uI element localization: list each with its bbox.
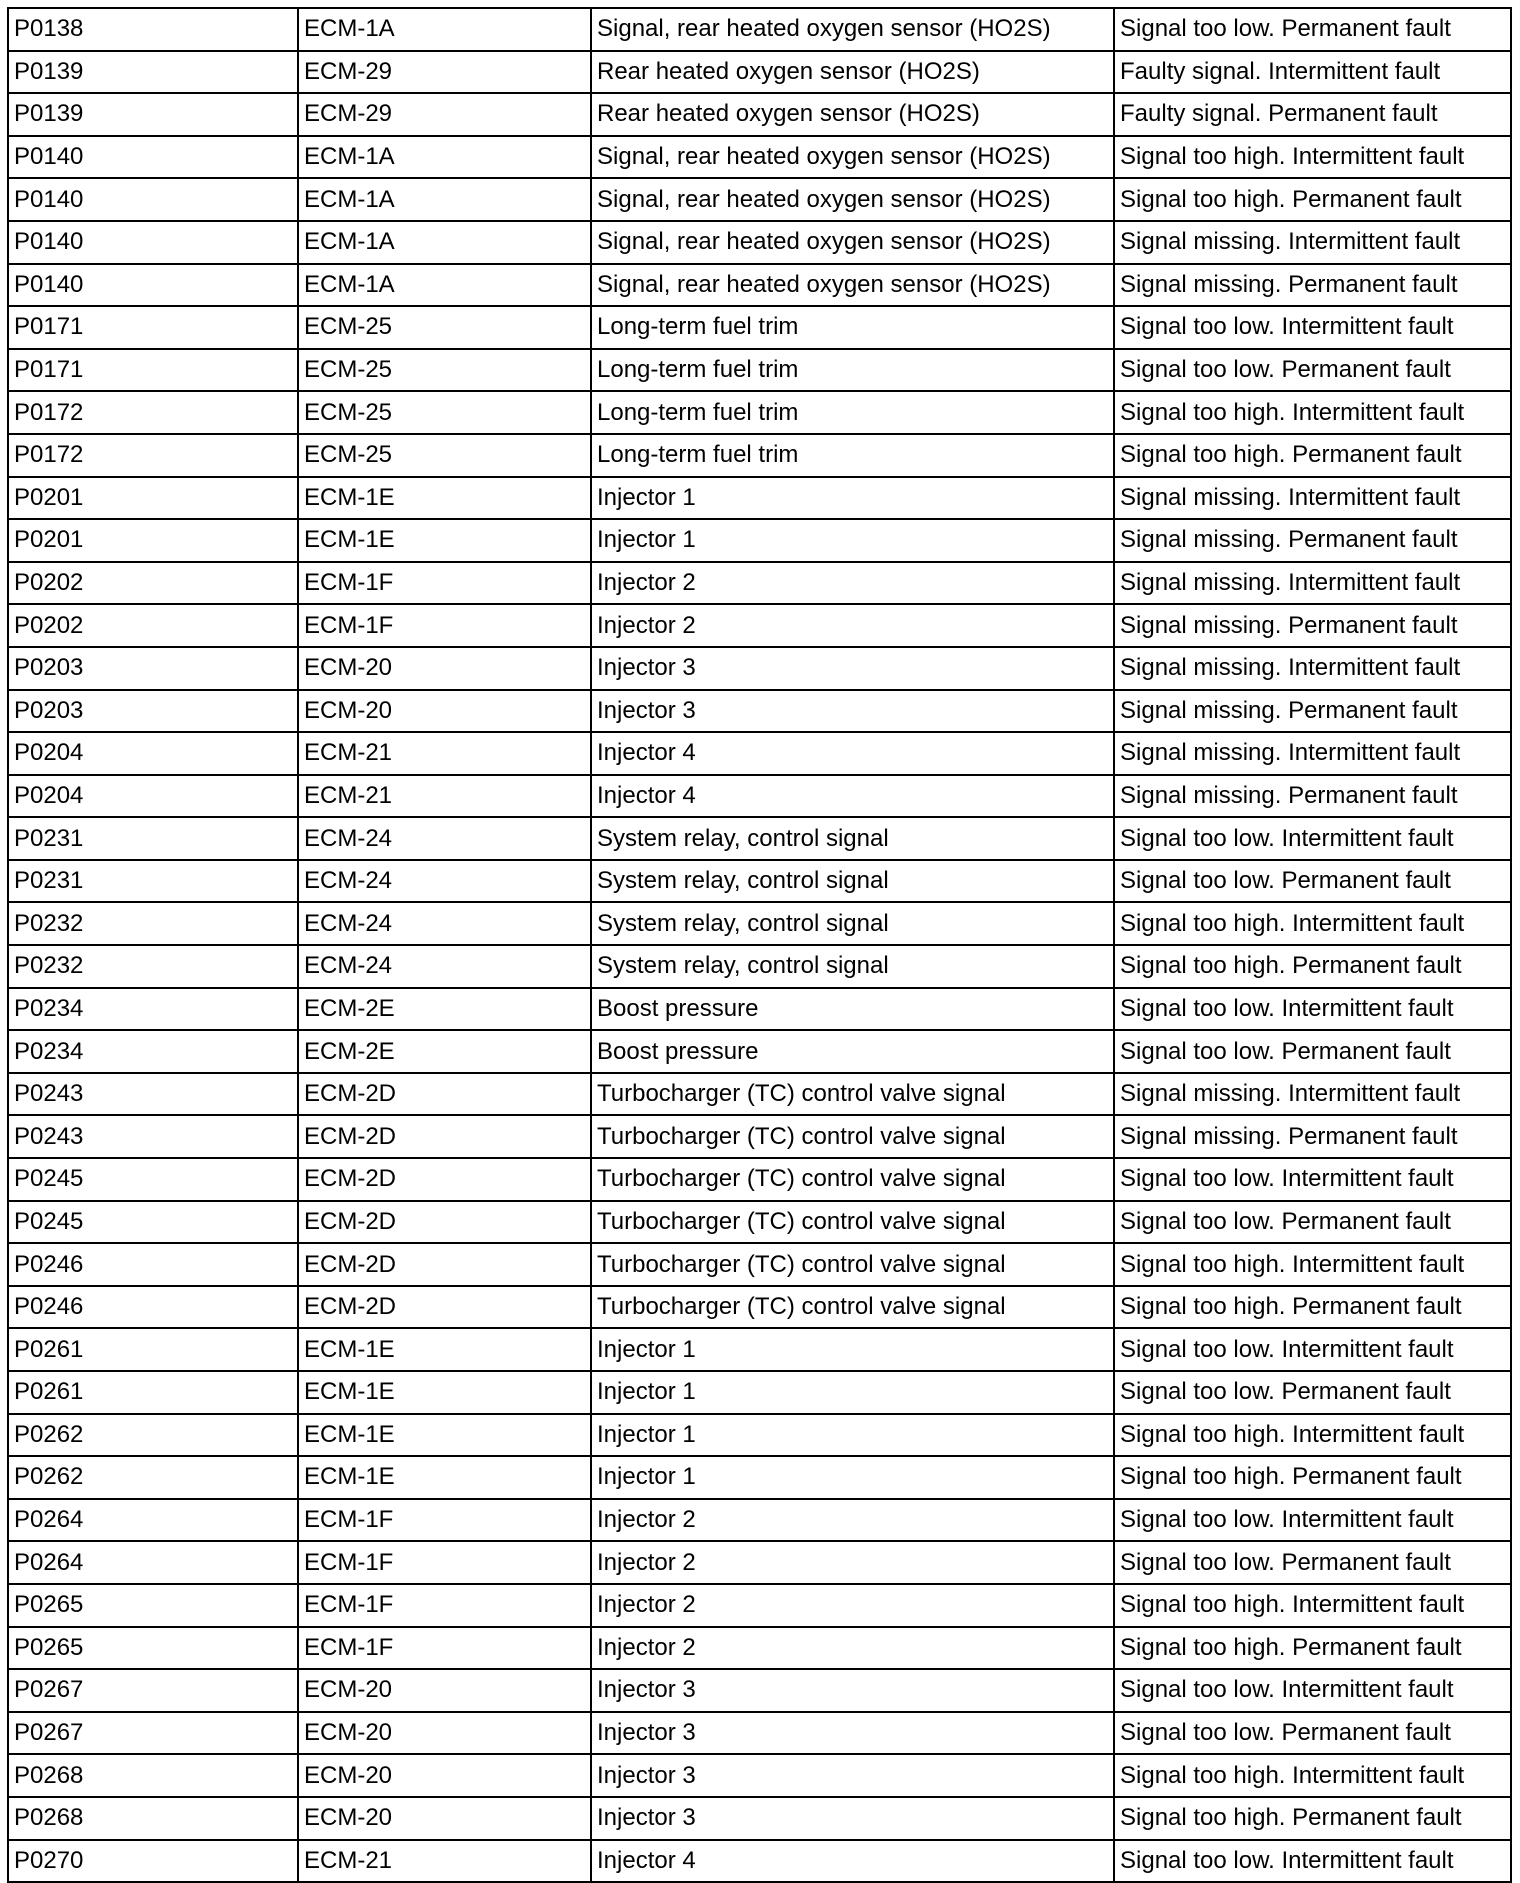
table-row (8, 1243, 1511, 1286)
table-row (8, 945, 1511, 988)
fault-description-cell: Signal missing. Permanent fault (1114, 775, 1511, 818)
component-cell: Rear heated oxygen sensor (HO2S) (591, 51, 1114, 94)
table-row (8, 902, 1511, 945)
table-row (8, 817, 1511, 860)
fault-code-cell: P0261 (8, 1371, 298, 1414)
control-module-cell: ECM-21 (298, 775, 591, 818)
fault-code-cell: P0202 (8, 604, 298, 647)
control-module-cell: ECM-24 (298, 945, 591, 988)
control-module-cell: ECM-2D (298, 1201, 591, 1244)
fault-code-cell: P0203 (8, 647, 298, 690)
table-row (8, 732, 1511, 775)
fault-code-cell: P0245 (8, 1158, 298, 1201)
table-row (8, 1840, 1511, 1883)
control-module-cell: ECM-25 (298, 349, 591, 392)
fault-code-cell: P0265 (8, 1584, 298, 1627)
control-module-cell: ECM-2D (298, 1158, 591, 1201)
control-module-cell: ECM-1A (298, 221, 591, 264)
component-cell: Long-term fuel trim (591, 349, 1114, 392)
component-cell: Turbocharger (TC) control valve signal (591, 1201, 1114, 1244)
fault-description-cell: Signal missing. Permanent fault (1114, 604, 1511, 647)
control-module-cell: ECM-20 (298, 1669, 591, 1712)
fault-description-cell: Signal too low. Intermittent fault (1114, 1840, 1511, 1883)
component-cell: Injector 3 (591, 1712, 1114, 1755)
fault-code-cell: P0246 (8, 1286, 298, 1329)
control-module-cell: ECM-1E (298, 519, 591, 562)
control-module-cell: ECM-20 (298, 690, 591, 733)
control-module-cell: ECM-1A (298, 136, 591, 179)
fault-description-cell: Signal too high. Permanent fault (1114, 434, 1511, 477)
control-module-cell: ECM-20 (298, 647, 591, 690)
fault-description-cell: Signal missing. Intermittent fault (1114, 732, 1511, 775)
fault-code-cell: P0140 (8, 264, 298, 307)
fault-code-cell: P0243 (8, 1073, 298, 1116)
fault-description-cell: Signal too high. Intermittent fault (1114, 1584, 1511, 1627)
table-row (8, 434, 1511, 477)
control-module-cell: ECM-1F (298, 1627, 591, 1670)
fault-code-cell: P0245 (8, 1201, 298, 1244)
fault-description-cell: Signal too low. Permanent fault (1114, 1541, 1511, 1584)
control-module-cell: ECM-1E (298, 477, 591, 520)
fault-code-cell: P0232 (8, 902, 298, 945)
table-row (8, 349, 1511, 392)
control-module-cell: ECM-1A (298, 264, 591, 307)
fault-code-cell: P0232 (8, 945, 298, 988)
table-row (8, 1499, 1511, 1542)
fault-description-cell: Signal missing. Permanent fault (1114, 690, 1511, 733)
control-module-cell: ECM-2E (298, 988, 591, 1031)
component-cell: Injector 1 (591, 1328, 1114, 1371)
fault-description-cell: Signal missing. Permanent fault (1114, 264, 1511, 307)
fault-description-cell: Signal too low. Intermittent fault (1114, 1499, 1511, 1542)
fault-description-cell: Signal missing. Permanent fault (1114, 519, 1511, 562)
control-module-cell: ECM-21 (298, 732, 591, 775)
component-cell: Injector 4 (591, 775, 1114, 818)
table-row (8, 477, 1511, 520)
fault-code-cell: P0268 (8, 1797, 298, 1840)
fault-description-cell: Signal missing. Permanent fault (1114, 1115, 1511, 1158)
component-cell: Injector 2 (591, 604, 1114, 647)
table-row (8, 1797, 1511, 1840)
component-cell: Turbocharger (TC) control valve signal (591, 1286, 1114, 1329)
fault-description-cell: Faulty signal. Intermittent fault (1114, 51, 1511, 94)
fault-code-cell: P0172 (8, 434, 298, 477)
control-module-cell: ECM-1E (298, 1414, 591, 1457)
component-cell: Injector 1 (591, 519, 1114, 562)
table-row (8, 1627, 1511, 1670)
component-cell: System relay, control signal (591, 945, 1114, 988)
table-row (8, 1201, 1511, 1244)
component-cell: Injector 2 (591, 562, 1114, 605)
table-row (8, 1541, 1511, 1584)
table-row (8, 1584, 1511, 1627)
fault-code-cell: P0203 (8, 690, 298, 733)
fault-code-table-body (8, 8, 1511, 1882)
fault-description-cell: Signal too low. Permanent fault (1114, 8, 1511, 51)
fault-code-cell: P0139 (8, 93, 298, 136)
table-row (8, 306, 1511, 349)
control-module-cell: ECM-1A (298, 178, 591, 221)
fault-code-cell: P0138 (8, 8, 298, 51)
fault-description-cell: Signal too low. Intermittent fault (1114, 1158, 1511, 1201)
fault-description-cell: Signal missing. Intermittent fault (1114, 647, 1511, 690)
control-module-cell: ECM-1F (298, 1541, 591, 1584)
component-cell: Long-term fuel trim (591, 306, 1114, 349)
component-cell: Injector 3 (591, 690, 1114, 733)
fault-code-cell: P0172 (8, 391, 298, 434)
table-row (8, 1158, 1511, 1201)
fault-description-cell: Signal too high. Permanent fault (1114, 178, 1511, 221)
fault-description-cell: Signal too high. Permanent fault (1114, 1286, 1511, 1329)
fault-code-cell: P0140 (8, 221, 298, 264)
control-module-cell: ECM-1A (298, 8, 591, 51)
component-cell: Injector 1 (591, 1371, 1114, 1414)
control-module-cell: ECM-1E (298, 1328, 591, 1371)
table-row (8, 519, 1511, 562)
fault-code-cell: P0267 (8, 1669, 298, 1712)
control-module-cell: ECM-20 (298, 1754, 591, 1797)
fault-description-cell: Signal missing. Intermittent fault (1114, 477, 1511, 520)
fault-code-cell: P0262 (8, 1456, 298, 1499)
fault-code-cell: P0231 (8, 860, 298, 903)
fault-description-cell: Signal missing. Intermittent fault (1114, 562, 1511, 605)
fault-description-cell: Signal too low. Intermittent fault (1114, 817, 1511, 860)
component-cell: Turbocharger (TC) control valve signal (591, 1115, 1114, 1158)
fault-description-cell: Signal too high. Intermittent fault (1114, 136, 1511, 179)
fault-code-cell: P0171 (8, 306, 298, 349)
fault-code-table (7, 7, 1512, 1883)
fault-description-cell: Signal too high. Permanent fault (1114, 945, 1511, 988)
fault-description-cell: Signal missing. Intermittent fault (1114, 1073, 1511, 1116)
component-cell: Injector 3 (591, 1797, 1114, 1840)
fault-description-cell: Faulty signal. Permanent fault (1114, 93, 1511, 136)
component-cell: Injector 3 (591, 647, 1114, 690)
component-cell: System relay, control signal (591, 902, 1114, 945)
table-row (8, 93, 1511, 136)
fault-code-cell: P0261 (8, 1328, 298, 1371)
fault-description-cell: Signal too low. Permanent fault (1114, 349, 1511, 392)
component-cell: Signal, rear heated oxygen sensor (HO2S) (591, 264, 1114, 307)
control-module-cell: ECM-25 (298, 434, 591, 477)
fault-code-cell: P0231 (8, 817, 298, 860)
control-module-cell: ECM-24 (298, 817, 591, 860)
table-row (8, 775, 1511, 818)
table-row (8, 1669, 1511, 1712)
table-row (8, 1371, 1511, 1414)
table-row (8, 1328, 1511, 1371)
control-module-cell: ECM-1F (298, 562, 591, 605)
fault-description-cell: Signal too low. Permanent fault (1114, 1030, 1511, 1073)
table-row (8, 1712, 1511, 1755)
fault-code-cell: P0139 (8, 51, 298, 94)
control-module-cell: ECM-2D (298, 1243, 591, 1286)
fault-code-cell: P0264 (8, 1541, 298, 1584)
fault-description-cell: Signal too low. Intermittent fault (1114, 1328, 1511, 1371)
control-module-cell: ECM-24 (298, 860, 591, 903)
table-row (8, 860, 1511, 903)
fault-description-cell: Signal too low. Permanent fault (1114, 1201, 1511, 1244)
table-row (8, 8, 1511, 51)
control-module-cell: ECM-2D (298, 1073, 591, 1116)
control-module-cell: ECM-1F (298, 604, 591, 647)
component-cell: Boost pressure (591, 988, 1114, 1031)
table-row (8, 1754, 1511, 1797)
control-module-cell: ECM-1E (298, 1371, 591, 1414)
fault-description-cell: Signal too high. Intermittent fault (1114, 902, 1511, 945)
component-cell: Boost pressure (591, 1030, 1114, 1073)
component-cell: Rear heated oxygen sensor (HO2S) (591, 93, 1114, 136)
component-cell: Turbocharger (TC) control valve signal (591, 1158, 1114, 1201)
table-row (8, 178, 1511, 221)
fault-description-cell: Signal too high. Permanent fault (1114, 1456, 1511, 1499)
fault-code-cell: P0270 (8, 1840, 298, 1883)
component-cell: Long-term fuel trim (591, 391, 1114, 434)
fault-description-cell: Signal too low. Intermittent fault (1114, 306, 1511, 349)
control-module-cell: ECM-20 (298, 1712, 591, 1755)
component-cell: Signal, rear heated oxygen sensor (HO2S) (591, 8, 1114, 51)
fault-code-cell: P0268 (8, 1754, 298, 1797)
component-cell: Injector 2 (591, 1584, 1114, 1627)
fault-description-cell: Signal too low. Permanent fault (1114, 1371, 1511, 1414)
table-row (8, 1115, 1511, 1158)
table-row (8, 1456, 1511, 1499)
fault-code-cell: P0204 (8, 732, 298, 775)
control-module-cell: ECM-29 (298, 51, 591, 94)
table-row (8, 1073, 1511, 1116)
component-cell: Injector 1 (591, 477, 1114, 520)
table-row (8, 562, 1511, 605)
fault-description-cell: Signal too low. Permanent fault (1114, 860, 1511, 903)
component-cell: Injector 1 (591, 1456, 1114, 1499)
table-row (8, 51, 1511, 94)
fault-code-cell: P0246 (8, 1243, 298, 1286)
fault-description-cell: Signal too low. Intermittent fault (1114, 1669, 1511, 1712)
fault-description-cell: Signal missing. Intermittent fault (1114, 221, 1511, 264)
fault-code-cell: P0140 (8, 136, 298, 179)
control-module-cell: ECM-24 (298, 902, 591, 945)
component-cell: Injector 3 (591, 1669, 1114, 1712)
table-row (8, 221, 1511, 264)
fault-description-cell: Signal too high. Intermittent fault (1114, 1754, 1511, 1797)
fault-code-cell: P0202 (8, 562, 298, 605)
component-cell: Injector 4 (591, 732, 1114, 775)
component-cell: Injector 3 (591, 1754, 1114, 1797)
fault-description-cell: Signal too high. Intermittent fault (1114, 391, 1511, 434)
fault-description-cell: Signal too low. Permanent fault (1114, 1712, 1511, 1755)
component-cell: Injector 2 (591, 1541, 1114, 1584)
table-row (8, 391, 1511, 434)
component-cell: Injector 2 (591, 1499, 1114, 1542)
table-row (8, 136, 1511, 179)
table-row (8, 264, 1511, 307)
table-row (8, 690, 1511, 733)
control-module-cell: ECM-2E (298, 1030, 591, 1073)
fault-code-cell: P0264 (8, 1499, 298, 1542)
fault-code-cell: P0140 (8, 178, 298, 221)
fault-description-cell: Signal too high. Permanent fault (1114, 1797, 1511, 1840)
component-cell: Signal, rear heated oxygen sensor (HO2S) (591, 221, 1114, 264)
component-cell: Signal, rear heated oxygen sensor (HO2S) (591, 136, 1114, 179)
fault-code-cell: P0201 (8, 477, 298, 520)
control-module-cell: ECM-1F (298, 1499, 591, 1542)
component-cell: Turbocharger (TC) control valve signal (591, 1073, 1114, 1116)
fault-code-cell: P0243 (8, 1115, 298, 1158)
fault-description-cell: Signal too high. Intermittent fault (1114, 1414, 1511, 1457)
control-module-cell: ECM-25 (298, 306, 591, 349)
component-cell: Injector 4 (591, 1840, 1114, 1883)
fault-code-cell: P0267 (8, 1712, 298, 1755)
table-row (8, 988, 1511, 1031)
table-row (8, 1030, 1511, 1073)
fault-code-cell: P0265 (8, 1627, 298, 1670)
component-cell: Injector 1 (591, 1414, 1114, 1457)
component-cell: Injector 2 (591, 1627, 1114, 1670)
fault-code-cell: P0234 (8, 1030, 298, 1073)
component-cell: Signal, rear heated oxygen sensor (HO2S) (591, 178, 1114, 221)
control-module-cell: ECM-29 (298, 93, 591, 136)
component-cell: System relay, control signal (591, 860, 1114, 903)
table-row (8, 1414, 1511, 1457)
fault-description-cell: Signal too low. Intermittent fault (1114, 988, 1511, 1031)
fault-code-cell: P0234 (8, 988, 298, 1031)
fault-code-cell: P0201 (8, 519, 298, 562)
control-module-cell: ECM-2D (298, 1286, 591, 1329)
fault-description-cell: Signal too high. Intermittent fault (1114, 1243, 1511, 1286)
fault-code-cell: P0204 (8, 775, 298, 818)
control-module-cell: ECM-20 (298, 1797, 591, 1840)
control-module-cell: ECM-25 (298, 391, 591, 434)
control-module-cell: ECM-1E (298, 1456, 591, 1499)
component-cell: System relay, control signal (591, 817, 1114, 860)
control-module-cell: ECM-21 (298, 1840, 591, 1883)
table-row (8, 604, 1511, 647)
fault-code-cell: P0262 (8, 1414, 298, 1457)
fault-description-cell: Signal too high. Permanent fault (1114, 1627, 1511, 1670)
control-module-cell: ECM-2D (298, 1115, 591, 1158)
component-cell: Long-term fuel trim (591, 434, 1114, 477)
control-module-cell: ECM-1F (298, 1584, 591, 1627)
table-row (8, 647, 1511, 690)
fault-code-cell: P0171 (8, 349, 298, 392)
table-row (8, 1286, 1511, 1329)
component-cell: Turbocharger (TC) control valve signal (591, 1243, 1114, 1286)
